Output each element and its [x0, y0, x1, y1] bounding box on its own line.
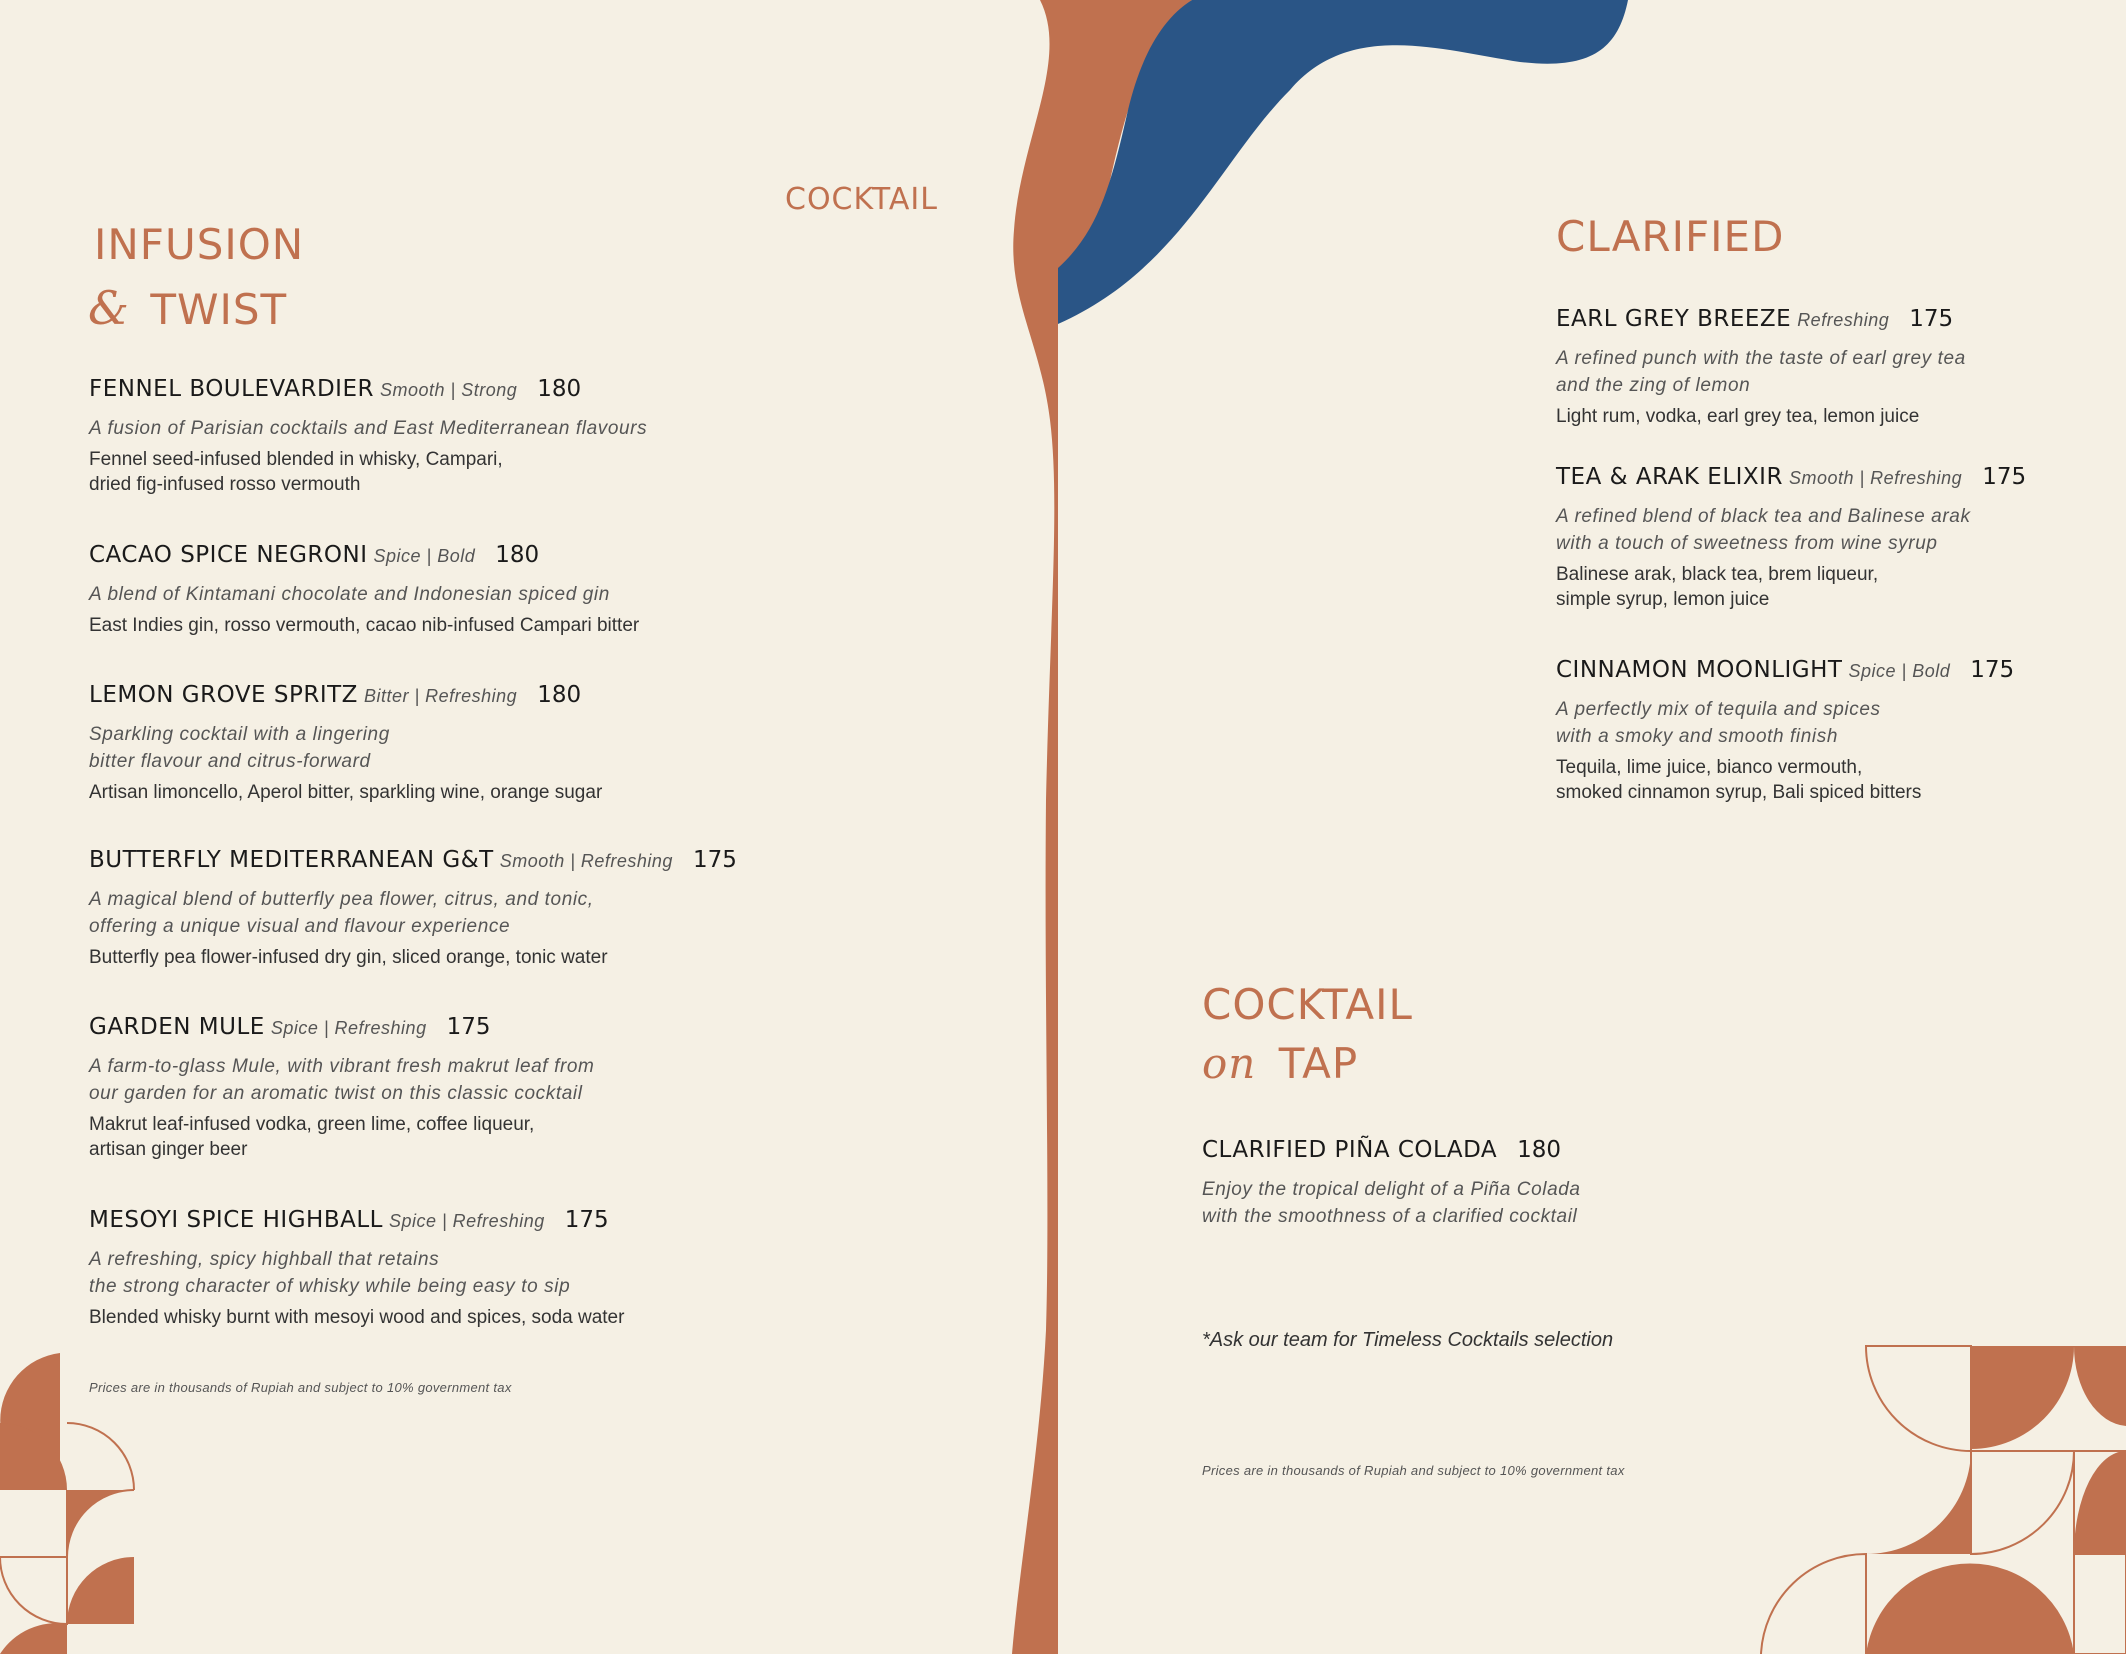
section-title-line1: INFUSION: [94, 220, 305, 269]
item-name: CACAO SPICE NEGRONI: [89, 542, 368, 568]
section-title: CLARIFIED: [1556, 212, 1785, 261]
menu-item: [89, 682, 602, 805]
item-tags: Spice | Refreshing: [270, 1018, 427, 1038]
item-price: 180: [537, 376, 582, 402]
item-tags: Spice | Bold: [373, 546, 476, 566]
item-description: A refined blend of black tea and Balinese arak with a touch of sweetness from wine syrup: [1556, 506, 1971, 554]
item-name: BUTTERFLY MEDITERRANEAN G&T: [89, 847, 494, 873]
menu-item: [89, 1014, 594, 1162]
item-name: MESOYI SPICE HIGHBALL: [89, 1207, 383, 1233]
item-name: EARL GREY BREEZE: [1556, 306, 1792, 332]
item-price: 180: [537, 682, 582, 708]
menu-item: [89, 847, 737, 970]
item-description: Sparkling cocktail with a lingering bitter flavour and citrus-forward: [89, 724, 390, 772]
item-price: 175: [1970, 657, 2015, 683]
geometric-pattern-right: [1756, 1344, 2126, 1654]
item-ingredients: Fennel seed-infused blended in whisky, Campari, dried fig-infused rosso vermouth: [89, 449, 503, 495]
item-ingredients: Blended whisky burnt with mesoyi wood and spices, soda water: [89, 1307, 625, 1328]
item-ingredients: Makrut leaf-infused vodka, green lime, coffee liqueur, artisan ginger beer: [89, 1114, 535, 1160]
menu-item: [1556, 657, 2014, 805]
section-title-line2: [88, 281, 288, 335]
menu-item: [89, 542, 639, 638]
item-tags: Smooth | Refreshing: [1788, 468, 1963, 488]
item-tags: Smooth | Strong: [379, 380, 518, 400]
item-tags: Bitter | Refreshing: [363, 686, 518, 706]
menu-item: [89, 376, 647, 497]
item-description: Enjoy the tropical delight of a Piña Colada with the smoothness of a clarified cocktail: [1202, 1179, 1581, 1227]
item-price: 180: [1517, 1137, 1562, 1163]
section-title-word: TWIST: [150, 285, 288, 334]
item-ingredients: East Indies gin, rosso vermouth, cacao nib-infused Campari bitter: [89, 615, 640, 636]
item-ingredients: Artisan limoncello, Aperol bitter, sparkling wine, orange sugar: [89, 782, 603, 803]
section-title-line1: COCKTAIL: [1202, 980, 1413, 1029]
item-name: GARDEN MULE: [89, 1014, 265, 1040]
section-label: COCKTAIL: [785, 182, 938, 217]
item-tags: Spice | Refreshing: [388, 1211, 545, 1231]
item-tags: Smooth | Refreshing: [499, 851, 673, 871]
item-price: 175: [1909, 306, 1954, 332]
item-name: CINNAMON MOONLIGHT: [1556, 657, 1843, 683]
item-ingredients: Balinese arak, black tea, brem liqueur, simple syrup, lemon juice: [1556, 564, 1879, 610]
menu-item: [89, 1207, 624, 1330]
item-price: 175: [446, 1014, 491, 1040]
item-description: A farm-to-glass Mule, with vibrant fresh makrut leaf from our garden for an aromatic twist on this classic cocktail: [89, 1056, 595, 1104]
item-tags: Refreshing: [1797, 310, 1890, 330]
item-tags: Spice | Bold: [1848, 661, 1951, 681]
item-name: FENNEL BOULEVARDIER: [89, 376, 374, 402]
item-ingredients: Butterfly pea flower-infused dry gin, sliced orange, tonic water: [89, 947, 608, 968]
timeless-note: *Ask our team for Timeless Cocktails selection: [1202, 1329, 1614, 1351]
price-note: Prices are in thousands of Rupiah and subject to 10% government tax: [89, 1380, 512, 1395]
item-name: TEA & ARAK ELIXIR: [1556, 464, 1783, 490]
section-title-word: TAP: [1278, 1039, 1359, 1088]
section-title-line2: [1202, 1039, 1359, 1088]
price-note: Prices are in thousands of Rupiah and subject to 10% government tax: [1202, 1463, 1625, 1478]
item-description: A refreshing, spicy highball that retains the strong character of whisky while being easy to sip: [89, 1249, 571, 1297]
menu-item: [1556, 306, 1966, 429]
menu-item: [1556, 464, 2026, 612]
item-price: 175: [564, 1207, 609, 1233]
item-ingredients: Tequila, lime juice, bianco vermouth, smoked cinnamon syrup, Bali spiced bitters: [1556, 757, 1922, 803]
item-price: 180: [495, 542, 540, 568]
item-name: CLARIFIED PIÑA COLADA: [1202, 1137, 1498, 1163]
item-description: A blend of Kintamani chocolate and Indonesian spiced gin: [89, 584, 610, 605]
item-description: A magical blend of butterfly pea flower, citrus, and tonic, offering a unique visual and flavour experience: [89, 889, 594, 937]
menu-item: [1202, 1137, 1581, 1230]
item-description: A perfectly mix of tequila and spices with a smoky and smooth finish: [1556, 699, 1881, 747]
item-ingredients: Light rum, vodka, earl grey tea, lemon juice: [1556, 406, 1920, 427]
ampersand: &: [88, 281, 130, 335]
item-name: LEMON GROVE SPRITZ: [89, 682, 358, 708]
geometric-pattern-left: [0, 1350, 140, 1654]
item-price: 175: [1982, 464, 2027, 490]
item-price: 175: [692, 847, 737, 873]
item-description: A fusion of Parisian cocktails and East Mediterranean flavours: [89, 418, 648, 439]
item-description: A refined punch with the taste of earl grey tea and the zing of lemon: [1556, 348, 1966, 396]
on-script: on: [1202, 1039, 1257, 1088]
